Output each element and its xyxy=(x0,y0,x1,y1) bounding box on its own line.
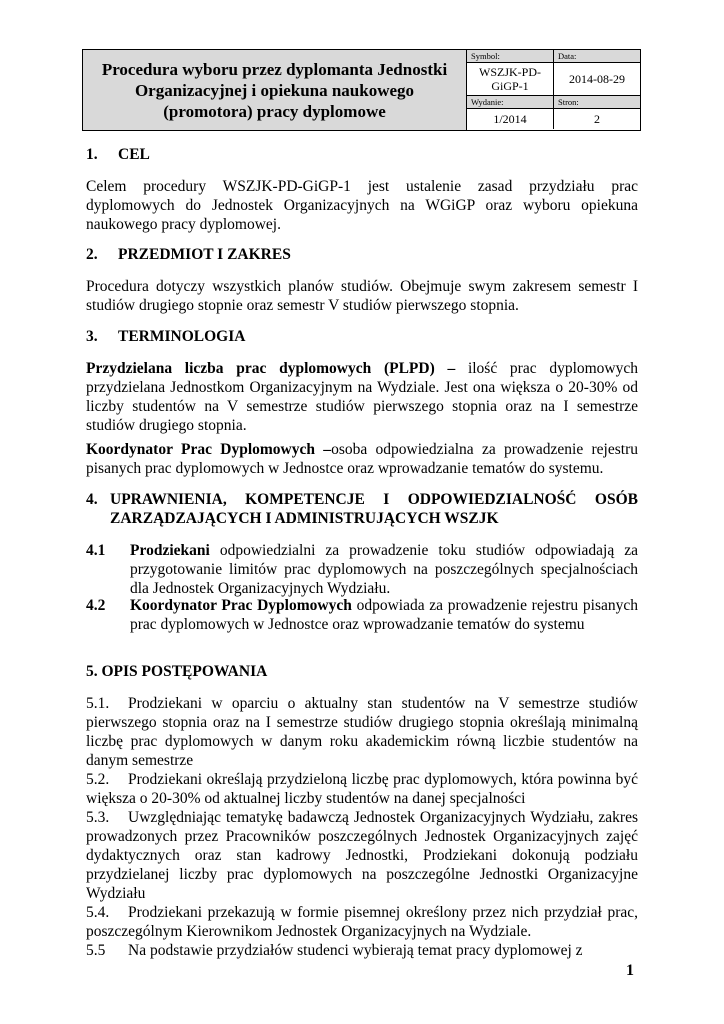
term-plpd-definition: ilość prac dyplomowych przydzielana Jednostkom Organizacyjnym na Wydziale. Jest ona większa o 20-30% od liczby studentów na V semestrze studiów pierwszego stopnia oraz na I semestrze studiów drugiego stopnia. xyxy=(86,360,639,434)
term-plpd-name: Przydzielana liczba prac dyplomowych (PLPD) – xyxy=(86,360,456,377)
list-item: 4.2 Koordynator Prac Dyplomowych odpowiada za prowadzenie rejestru pisanych prac dyplomowych w Jednostce oraz wprowadzanie tematów do systemu xyxy=(86,597,638,633)
section-5-heading: 5. OPIS POSTĘPOWANIA xyxy=(86,663,268,680)
pages-label: Stron: xyxy=(554,96,640,109)
section-1-heading: 1. CEL xyxy=(86,146,150,163)
date-value: 2014-08-29 xyxy=(554,63,640,96)
section-3-heading: 3. TERMINOLOGIA xyxy=(86,328,246,345)
section-2-text: Procedura dotyczy wszystkich planów studiów. Obejmuje swym zakresem semestr I studiów drugiego stopnie oraz semestr V studiów pierwszego stopnia. xyxy=(86,278,638,314)
edition-value: 1/2014 xyxy=(493,112,527,126)
date-label: Data: xyxy=(554,50,640,63)
list-item: 5.2. Prodziekani określają przydzieloną liczbę prac dyplomowych, która powinna być większa o 20-30% od aktualnej liczby studentów na danej specjalności xyxy=(86,771,638,807)
term-coordinator xyxy=(86,440,638,478)
term-coordinator-name: Koordynator Prac Dyplomowych – xyxy=(86,441,332,458)
section-2-heading: 2. PRZEDMIOT I ZAKRES xyxy=(86,246,291,263)
list-item: 5.3. Uwzględniając tematykę badawczą Jednostek Organizacyjnych Wydziału, zakres prowadzonych przez Pracowników poszczególnych Jednostek Organizacyjnych zajęć dydaktycznych oraz stan kadrowy Jednostki, Prodziekani dokonują podziału przydzielanej liczby prac dyplomowych na poszczególne Jednostki Organizacyjne Wydziału xyxy=(86,809,638,902)
list-item: 5.4. Prodziekani przekazują w formie pisemnej określony przez nich przydział prac, poszczególnym Kierownikom Jednostek Organizacyjnych na Wydziale. xyxy=(86,904,638,940)
section-4-heading: 4. UPRAWNIENIA, KOMPETENCJE I ODPOWIEDZIALNOŚĆ OSÓB ZARZĄDZAJĄCYCH I ADMINISTRUJĄCYCH WSZJK xyxy=(86,491,638,527)
header-meta xyxy=(467,50,640,130)
pages-value: 2 xyxy=(594,112,600,126)
list-item: 4.1 Prodziekani odpowiedzialni za prowadzenie toku studiów odpowiadają za przygotowanie limitów prac dyplomowych na poszczególnych specjalnościach dla Jednostek Organizacyjnych Wydziału. xyxy=(86,542,638,597)
term-coordinator-definition: osoba odpowiedzialna za prowadzenie rejestru pisanych prac dyplomowych w Jednostce oraz wprowadzanie tematów do systemu. xyxy=(86,441,638,477)
section-1-text: Celem procedury WSZJK-PD-GiGP-1 jest ustalenie zasad przydziału prac dyplomowych do Jednostek Organizacyjnych na WGiGP oraz wyboru opiekuna naukowego pracy dyplomowej. xyxy=(86,178,638,233)
page-number: 1 xyxy=(626,962,634,979)
document-header xyxy=(82,49,641,131)
symbol-label: Symbol: xyxy=(467,50,553,63)
document-title: Procedura wyboru przez dyplomanta Jednostki Organizacyjnej i opiekuna naukowego (promotora) pracy dyplomowe xyxy=(83,50,467,130)
symbol-value: WSZJK-PD-GiGP-1 xyxy=(467,63,553,96)
list-item: 5.5 Na podstawie przydziałów studenci wybierają temat pracy dyplomowej z xyxy=(86,942,583,959)
term-plpd xyxy=(86,359,638,435)
edition-label: Wydanie: xyxy=(467,96,553,109)
list-item: 5.1. Prodziekani w oparciu o aktualny stan studentów na V semestrze studiów pierwszego stopnia oraz na I semestrze studiów drugiego stopnia określają minimalną liczbę prac dyplomowych w danym roku akademickim równą liczbie studentów na danym semestrze xyxy=(86,695,638,769)
